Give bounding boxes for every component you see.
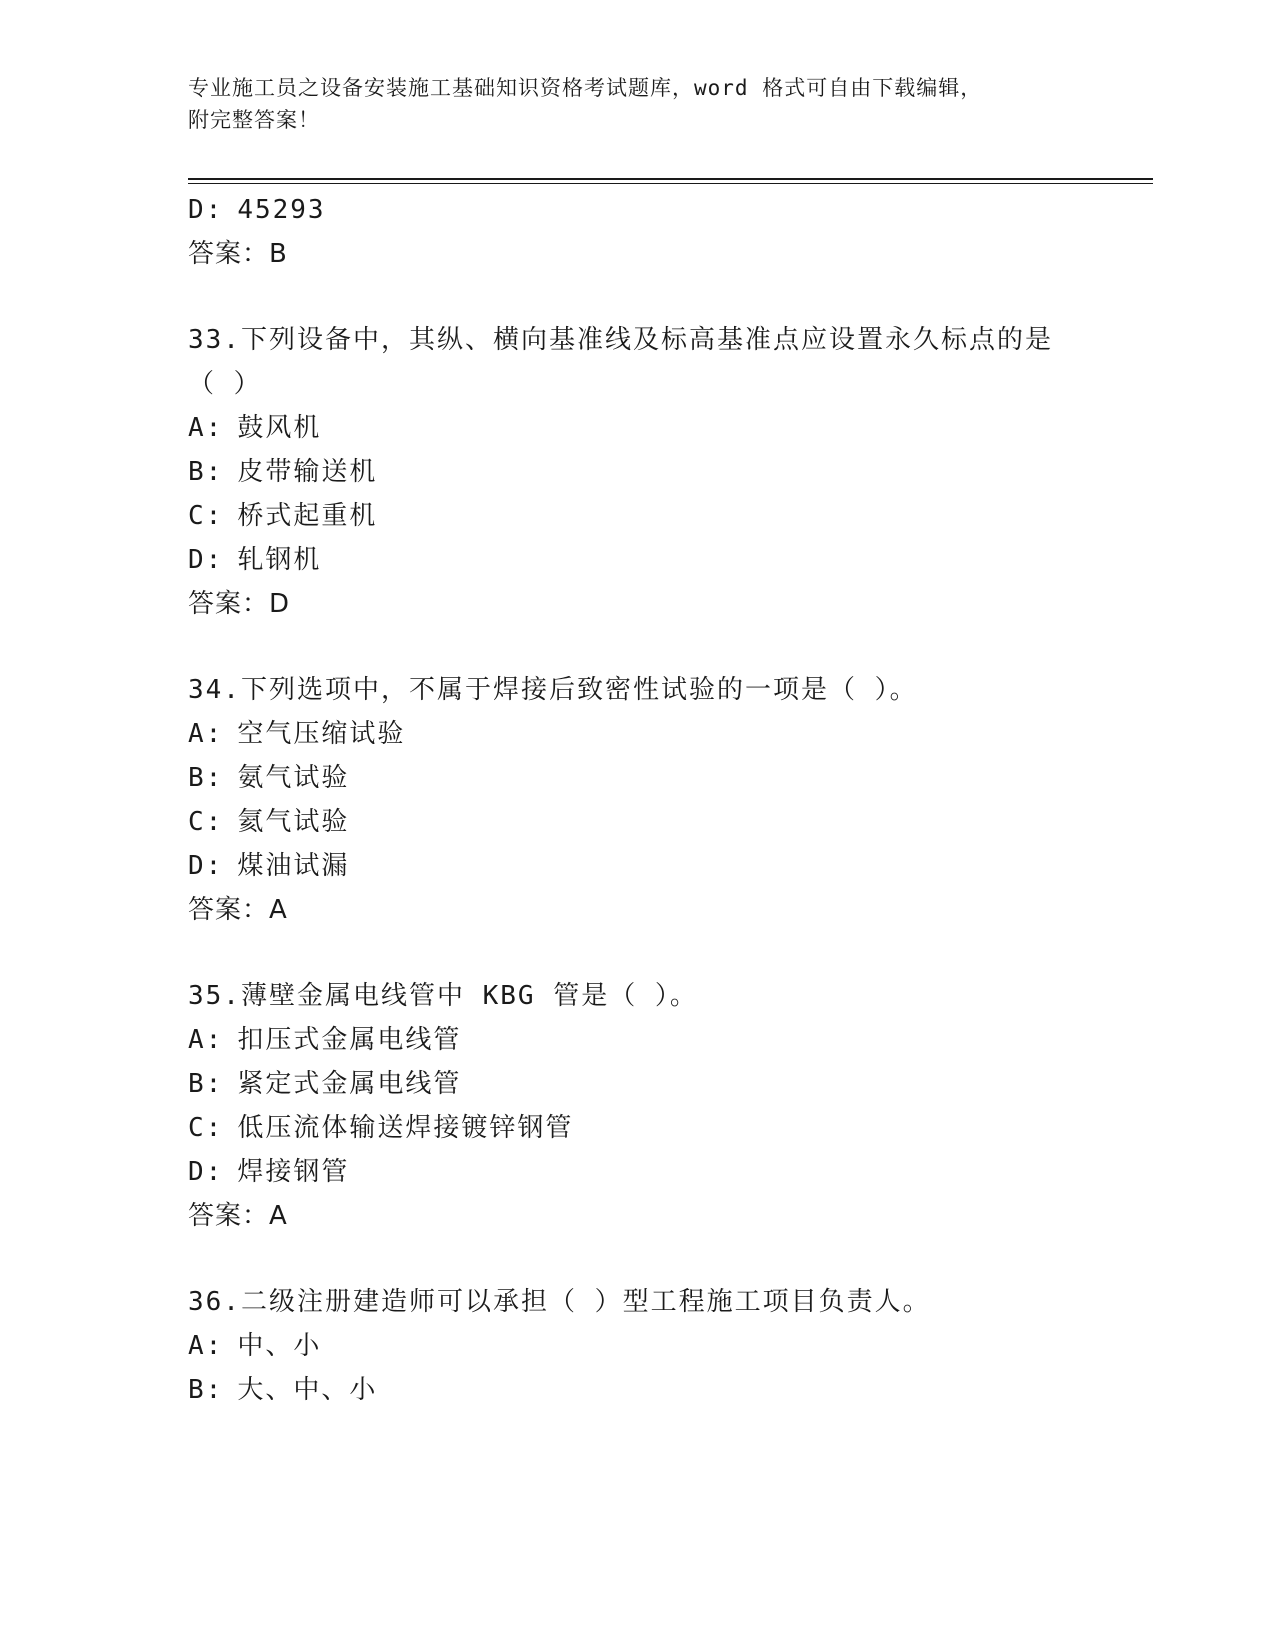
q34-stem: 34.下列选项中，不属于焊接后致密性试验的一项是（ ）。: [188, 675, 918, 705]
header-line-2: 附完整答案！: [188, 108, 320, 132]
header-divider-bottom: [188, 183, 1153, 184]
option-label: B:: [188, 1069, 224, 1099]
q33-option-c: [188, 499, 377, 533]
option-text: 煤油试漏: [237, 851, 350, 881]
q35-option-a: [188, 1023, 461, 1057]
option-text: 空气压缩试验: [237, 719, 406, 749]
option-text: 扣压式金属电线管: [237, 1025, 462, 1055]
q35-option-c: [188, 1111, 573, 1145]
option-label: C:: [188, 501, 224, 531]
option-text: 鼓风机: [237, 413, 322, 443]
q35-option-d: [188, 1155, 349, 1189]
option-text: 焊接钢管: [237, 1157, 350, 1187]
q36-option-b: [188, 1373, 377, 1407]
option-label: A:: [188, 1025, 224, 1055]
q36-option-a: [188, 1329, 321, 1363]
q34-option-b: [188, 761, 349, 795]
header-divider-top: [188, 178, 1153, 180]
option-text: 紧定式金属电线管: [237, 1069, 462, 1099]
option-text: 中、小: [237, 1331, 322, 1361]
q36-stem: 36.二级注册建造师可以承担（ ）型工程施工项目负责人。: [188, 1287, 931, 1317]
q33-option-b: [188, 455, 377, 489]
q33-stem-line-1: 33.下列设备中，其纵、横向基准线及标高基准点应设置永久标点的是: [188, 325, 1053, 355]
option-label: A:: [188, 1331, 224, 1361]
option-text: 皮带输送机: [237, 457, 378, 487]
q34-option-c: [188, 805, 349, 839]
option-text: 低压流体输送焊接镀锌钢管: [237, 1113, 574, 1143]
q33-stem-line-2: （ ）: [188, 369, 262, 399]
q33-answer: 答案：D: [188, 589, 291, 619]
option-text: 氦气试验: [237, 807, 350, 837]
q34-option-d: [188, 849, 349, 883]
option-text: 轧钢机: [237, 545, 322, 575]
prev-answer: 答案：B: [188, 239, 288, 269]
q35-option-b: [188, 1067, 461, 1101]
option-label: C:: [188, 807, 224, 837]
q35-stem: 35.薄壁金属电线管中 KBG 管是（ ）。: [188, 981, 698, 1011]
option-label: D:: [188, 195, 224, 225]
q34-answer: 答案：A: [188, 895, 288, 925]
q33-option-a: [188, 411, 321, 445]
option-label: B:: [188, 1375, 224, 1405]
option-text: 大、中、小: [237, 1375, 378, 1405]
option-label: D:: [188, 1157, 224, 1187]
header-line-1: 专业施工员之设备安装施工基础知识资格考试题库，word 格式可自由下载编辑，: [188, 76, 983, 100]
option-label: D:: [188, 545, 224, 575]
q33-option-d: [188, 543, 321, 577]
option-text: 氨气试验: [237, 763, 350, 793]
prev-option-d: [188, 193, 326, 227]
q34-option-a: [188, 717, 405, 751]
option-label: D:: [188, 851, 224, 881]
option-label: C:: [188, 1113, 224, 1143]
document-header: [188, 72, 1088, 136]
option-text: 45293: [237, 195, 326, 225]
option-label: A:: [188, 719, 224, 749]
q35-answer: 答案：A: [188, 1201, 288, 1231]
option-label: A:: [188, 413, 224, 443]
option-text: 桥式起重机: [237, 501, 378, 531]
option-label: B:: [188, 763, 224, 793]
option-label: B:: [188, 457, 224, 487]
